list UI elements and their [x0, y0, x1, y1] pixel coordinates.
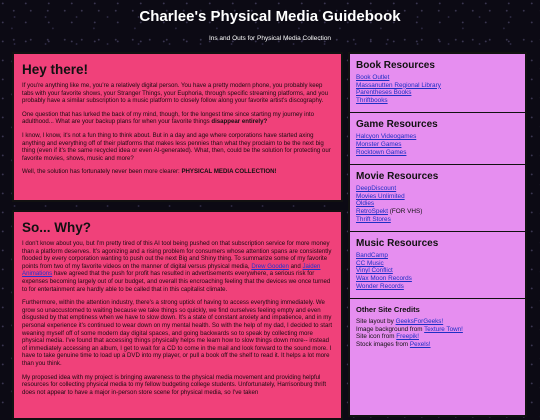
why-p1-text-a: I don't know about you, but I'm pretty tired of this AI tool being pushed on that subscription service for more money than a platform deserves. It's agonizing and a rising problem for consumers whose attention spans are consistently flooded by every corporation wanting to push out the next Big and Shiny thing. To summarize some of my favorite points from two of my favorite videos on the manner of digital versus physical media,: [22, 240, 332, 270]
drew-gooden-link[interactable]: Drew Gooden: [251, 262, 289, 270]
why-heading: So... Why?: [22, 220, 91, 235]
why-paragraph-3: My proposed idea with my project is bringing awareness to the physical media movement and providing helpful resources for collecting physical media to my fellow budgeting college students. Unfortunately, Harrisonburg thrift does not appear to have a major in-person store scene for physical media, so I've taken: [22, 373, 327, 396]
monster-games-link[interactable]: Monster Games: [356, 140, 402, 148]
geeksforgeeks-link[interactable]: GeeksForGeeks!: [395, 318, 444, 326]
main-content: [12, 52, 343, 412]
why-card: [12, 210, 343, 420]
thriftbooks-link[interactable]: Thriftbooks: [356, 96, 388, 104]
intro-paragraph-1: If you're anything like me, you're a relatively digital person. You have a pretty modern phone, you probably keep tabs with your favorite shows, your Stranger Things, your Euphoria, through specific streaming platforms, and you probably have a similar subscription to a music platform to closely follow along your favorite artist's discography.: [22, 82, 329, 105]
thrift-stores-link[interactable]: Thrift Stores: [356, 215, 391, 223]
parentheses-books-link[interactable]: Parentheses Books: [356, 89, 412, 97]
retrospekt-note: (FOR VHS): [387, 207, 423, 215]
intro-paragraph-4-bold: PHYSICAL MEDIA COLLECTION!: [181, 168, 277, 176]
intro-card: [12, 52, 343, 202]
site-title: Charlee's Physical Media Guidebook: [139, 8, 401, 25]
game-resources-heading: Game Resources: [356, 119, 438, 131]
intro-paragraph-4-text: Well, the solution has fortunately never been more clearer:: [22, 168, 182, 176]
massanutten-library-link[interactable]: Massanutten Regional Library: [356, 81, 441, 89]
jaiden-animations-link[interactable]: Jaiden Animations: [22, 262, 321, 278]
intro-paragraph-2: [22, 111, 335, 126]
intro-heading: Hey there!: [22, 62, 89, 77]
credit-stock-text: Stock images from: [356, 340, 410, 348]
movies-unlimited-link[interactable]: Movies Unlimited: [356, 192, 405, 200]
movie-resources-section: [356, 171, 519, 223]
credit-icon: [356, 333, 519, 341]
sidebar-divider: [350, 164, 525, 165]
movie-resources-heading: Movie Resources: [356, 171, 439, 183]
music-resources-section: [356, 238, 519, 290]
site-credits-heading: Other Site Credits: [356, 305, 420, 315]
book-outlet-link[interactable]: Book Outlet: [356, 74, 390, 81]
intro-paragraph-4: [22, 168, 335, 176]
intro-paragraph-2-bold: disappear entirely?: [211, 118, 268, 126]
why-p1-text-b: and: [288, 262, 303, 270]
halcyon-videogames-link[interactable]: Halcyon Videogames: [356, 133, 417, 141]
sidebar-divider: [350, 298, 525, 299]
bandcamp-link[interactable]: BandCamp: [356, 252, 388, 260]
game-resources-section: [356, 119, 519, 156]
why-paragraph-1: [22, 240, 335, 293]
credit-layout: [356, 318, 519, 326]
vinyl-conflict-link[interactable]: Vinyl Conflict: [356, 267, 393, 275]
wonder-records-link[interactable]: Wonder Records: [356, 282, 404, 290]
intro-paragraph-2-text: One question that has lurked the back of my mind, though, for the longest time since starting my journey into adulthood... What are your backup plans for when your favorite things: [22, 110, 314, 126]
intro-paragraph-3: I know, I know, it's not a fun thing to think about. But in a day and age where corporations have started axing anything and everything off of their platforms that makes less pennies than what they proclaim to be the next big thing (even if it's the same recycled idea or even AI-generated). What, then, could be the solution for protecting our favorite movies, shows, music and more?: [22, 131, 331, 162]
site-subtitle: Ins and Outs for Physical Media Collection: [208, 35, 332, 42]
why-p1-text-c: have agreed that the push for profit has resulted in advertisements everywhere, a serious risk for expenses becoming largely out of our budget, and overall this encroaching feeling that the devices we once turned to for entertainment are hardly able to be called that in this capitalist climate.: [22, 270, 331, 293]
credit-background-text: Image background from: [356, 325, 425, 333]
why-paragraph-2: Furthermore, within the attention industry, there's a strong uptick of having to access everything immediately. We grow so unaccustomed to waiting because we take things so quickly, we find ourselves feeling empty and even disgusted by that emptiness when we have to slow down. It's a state of constant anxiety and impatience, and in my personal experience it's continued to wear down on my mental health. So with the help of my dad, I decided to start weaning myself off of some modern day digital spaces, and going backwards so to speak by collecting more physical media. I've found that accessing things physically helps me learn how to slow things down more-- instead of immediately accessing an album, I get to wait for a CD to come in the mail and look forward to the sound more. I have to take genuine time to load up a DVD into my player, or pull a book off the shelf to read it. It helps a lot more than you think.: [22, 299, 333, 367]
deepdiscount-link[interactable]: DeepDiscount: [356, 185, 397, 193]
credit-icon-text: Site icon from: [356, 333, 397, 341]
pexels-link[interactable]: Pexels!: [409, 340, 431, 348]
oldies-link[interactable]: Oldies: [356, 200, 375, 208]
texture-town-link[interactable]: Texture Town!: [424, 325, 463, 333]
freepik-link[interactable]: Freepik!: [396, 333, 419, 341]
wax-moon-records-link[interactable]: Wax Moon Records: [356, 274, 412, 282]
site-credits-section: [356, 305, 519, 348]
sidebar-divider: [350, 112, 525, 113]
music-resources-heading: Music Resources: [356, 238, 439, 250]
resources-sidebar: [348, 52, 527, 417]
sidebar-divider: [350, 231, 525, 232]
rocktown-games-link[interactable]: Rocktown Games: [356, 148, 407, 156]
cc-music-link[interactable]: CC Music: [356, 259, 384, 267]
credit-layout-text: Site layout by: [356, 318, 396, 326]
book-resources-heading: Book Resources: [356, 60, 435, 71]
credit-background: [356, 326, 519, 334]
credit-stock: [356, 341, 519, 349]
retrospekt-link[interactable]: RetroSpekt: [356, 207, 388, 215]
book-resources-section: [356, 60, 519, 104]
